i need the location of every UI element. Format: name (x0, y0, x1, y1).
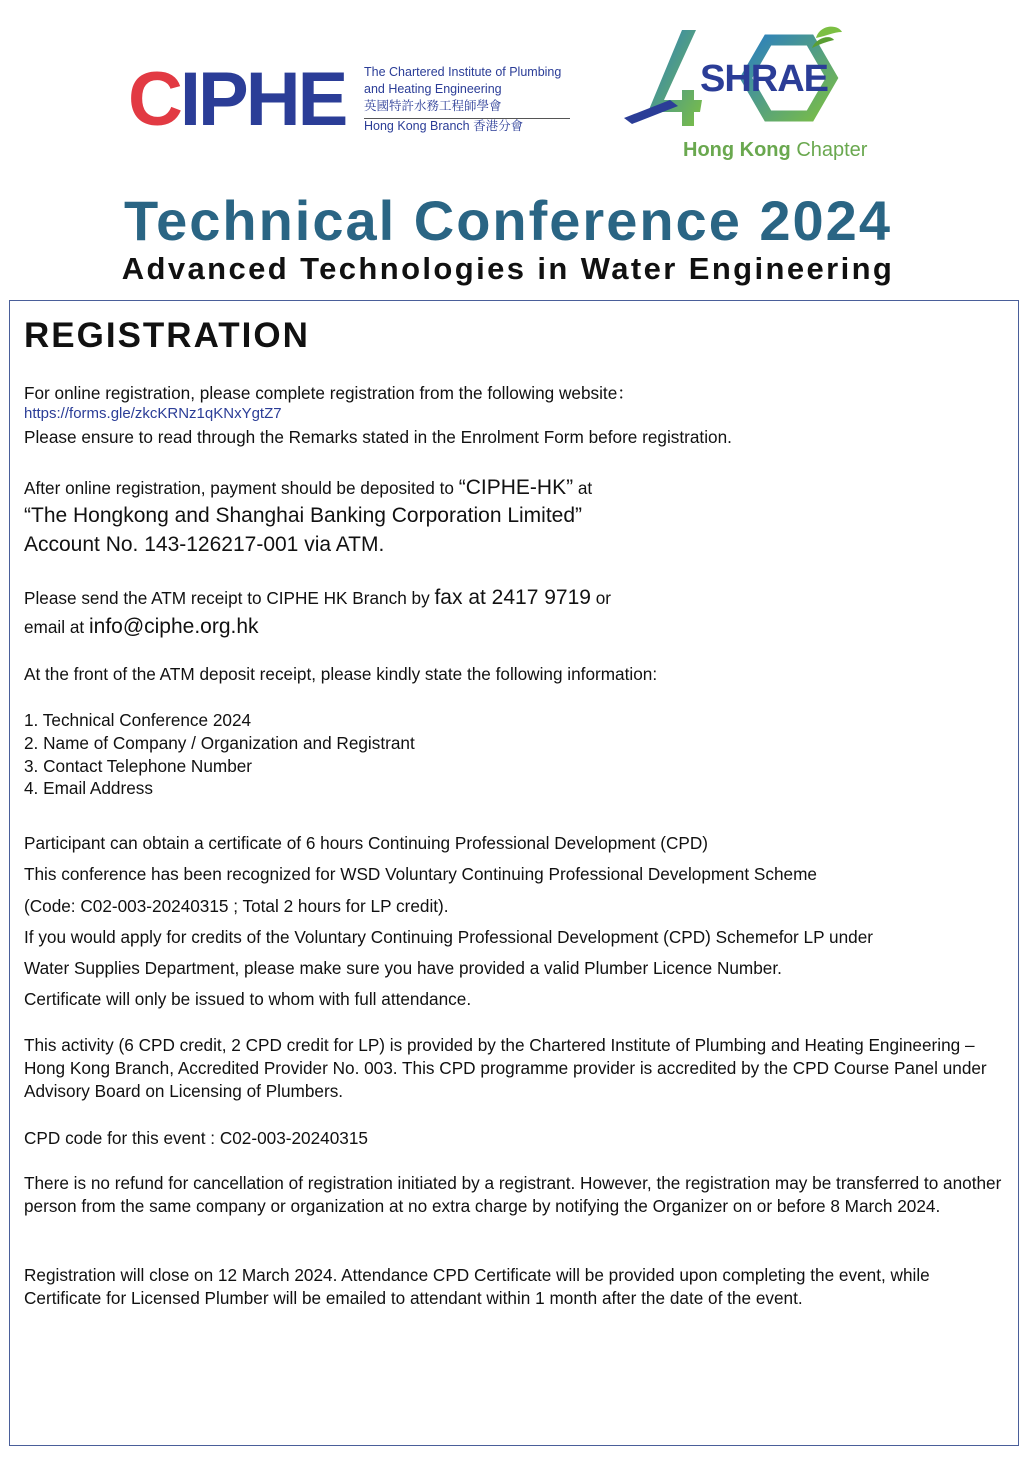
cpd-line-5: Water Supplies Department, please make sure you have provided a valid Plumber Licence Number. (24, 958, 782, 978)
cpd-line-6: Certificate will only be issued to whom with full attendance. (24, 989, 472, 1009)
fax-number: fax at 2417 9719 (434, 586, 591, 609)
ciphe-wordmark: CIPHE (128, 57, 346, 142)
cpd-line-4: If you would apply for credits of the Voluntary Continuing Professional Development (CPD) Schemefor LP under (24, 927, 874, 947)
online-registration-line: For online registration, please complete registration from the following website： (24, 383, 635, 403)
cpd-line-1: Participant can obtain a certificate of 6 hours Continuing Professional Development (CPD) (24, 833, 709, 853)
payment-at: at (573, 478, 593, 498)
activity-paragraph: This activity (6 CPD credit, 2 CPD credit for LP) is provided by the Chartered Institute of Plumbing and Heating Engineering – Hong Kong Branch, Accredited Provider No. 003. This CPD programme provider is accredited by the CPD Course Panel under Advisory Board on Licensing of Plumbers. (24, 1035, 987, 1101)
email-line (24, 616, 259, 638)
remarks-line: Please ensure to read through the Remarks stated in the Enrolment Form before registration. (24, 427, 732, 447)
page-title: Technical Conference 2024 (124, 189, 892, 252)
bank-name: “The Hongkong and Shanghai Banking Corporation Limited” (24, 504, 583, 527)
contact-email[interactable]: info@ciphe.org.hk (88, 615, 259, 638)
payment-line (24, 477, 592, 499)
cpd-code-line: CPD code for this event : C02-003-20240315 (24, 1128, 368, 1148)
ashrae-logo (620, 26, 868, 171)
info-item-4: 4. Email Address (24, 778, 153, 798)
registration-link[interactable]: https://forms.gle/zkcKRNz1qKNxYgtZ7 (24, 405, 282, 422)
ciphe-line-1: The Chartered Institute of Plumbing (364, 65, 562, 79)
registration-heading: REGISTRATION (24, 316, 310, 355)
cpd-line-3: (Code: C02-003-20240315 ; Total 2 hours for LP credit). (24, 896, 449, 916)
ashrae-chapter-label (683, 139, 867, 162)
email-prefix: email at (24, 617, 89, 637)
payee-name: “CIPHE-HK” (458, 476, 574, 499)
info-item-3: 3. Contact Telephone Number (24, 756, 253, 776)
ashrae-chapter-bold: Hong Kong (683, 139, 791, 161)
payment-prefix: After online registration, payment should be deposited to (24, 478, 459, 498)
closing-paragraph: Registration will close on 12 March 2024. Attendance CPD Certificate will be provided upon completing the event, while Certificate for Licensed Plumber will be emailed to attendant within 1 month after the date of the event. (24, 1265, 930, 1308)
ciphe-line-2: and Heating Engineering (364, 82, 502, 96)
ciphe-divider (364, 118, 570, 119)
account-number: Account No. 143-126217-001 via ATM. (24, 533, 385, 556)
info-item-1: 1. Technical Conference 2024 (24, 710, 252, 730)
receipt-info-intro: At the front of the ATM deposit receipt, please kindly state the following information: (24, 664, 658, 684)
ciphe-line-3: 英國特許水務工程師學會 (364, 99, 502, 113)
ciphe-logo-text (364, 64, 570, 135)
refund-paragraph: There is no refund for cancellation of registration initiated by a registrant. However, the registration may be transferred to another person from the same company or organization at no extra charge by notifying the Organizer on or before 8 March 2024. (24, 1173, 1002, 1216)
cpd-line-2: This conference has been recognized for WSD Voluntary Continuing Professional Development Scheme (24, 864, 817, 884)
page-subtitle: Advanced Technologies in Water Engineering (121, 251, 895, 286)
send-or: or (590, 588, 611, 608)
ashrae-wordmark: SHRAE (700, 58, 829, 100)
ciphe-logo (128, 57, 573, 142)
send-receipt-line (24, 587, 611, 609)
send-prefix: Please send the ATM receipt to CIPHE HK Branch by (24, 588, 435, 608)
ashrae-chapter-rest: Chapter (796, 139, 868, 161)
ciphe-line-4: Hong Kong Branch 香港分會 (364, 119, 524, 133)
info-item-2: 2. Name of Company / Organization and Registrant (24, 733, 415, 753)
